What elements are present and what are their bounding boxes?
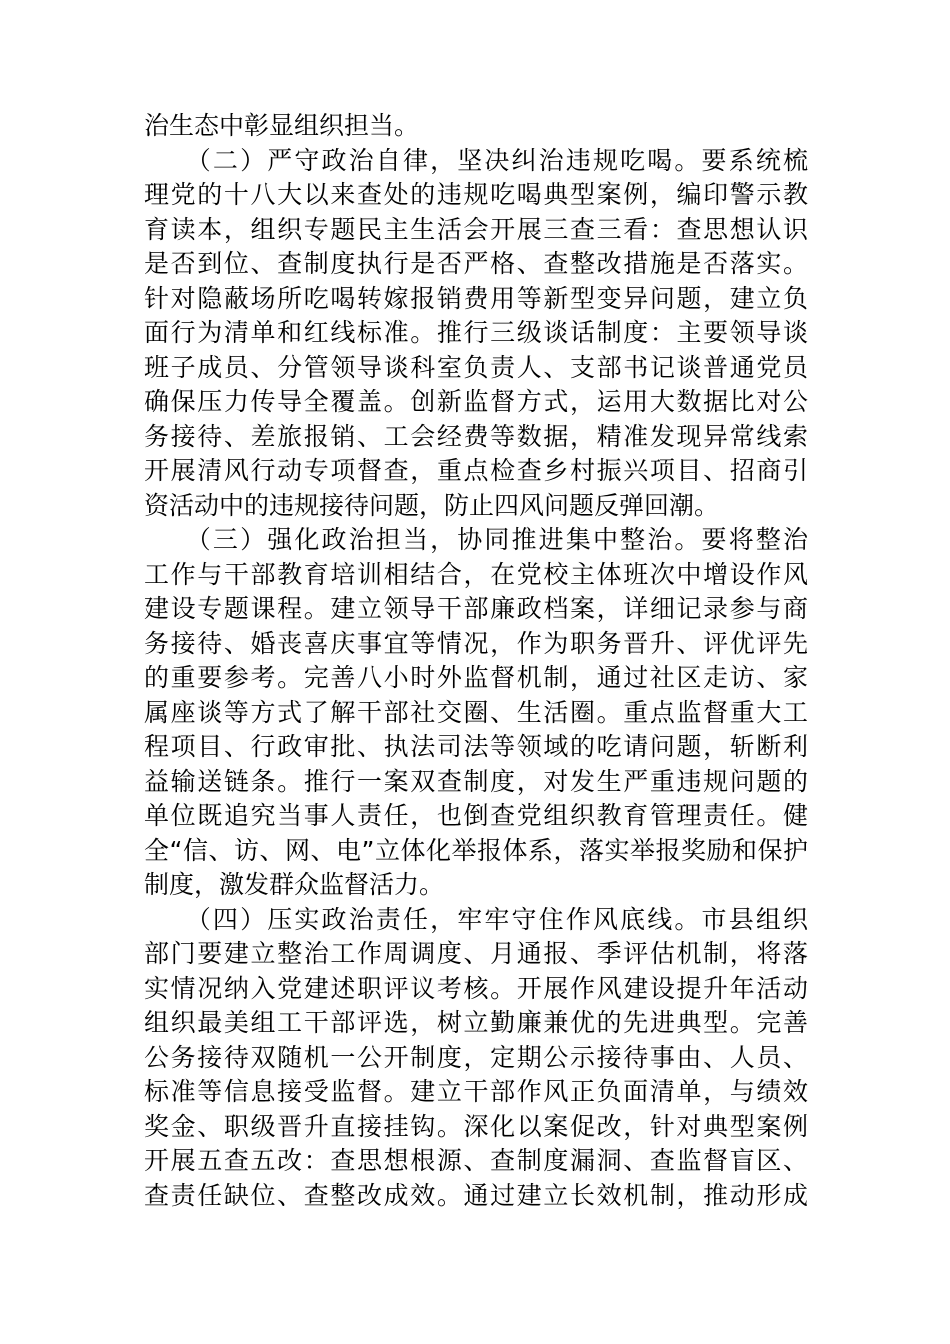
text-line: 建设专题课程。建立领导干部廉政档案，详细记录参与商 (144, 594, 808, 623)
text-line: 制度，激发群众监督活力。 (144, 870, 445, 899)
text-line: 公务接待双随机一公开制度，定期公示接待事由、人员、 (144, 1042, 808, 1072)
text-line: 是否到位、查制度执行是否严格、查整改措施是否落实。 (144, 249, 808, 278)
text-line: 实情况纳入党建述职评议考核。开展作风建设提升年活动 (144, 973, 808, 1003)
text-line: 针对隐蔽场所吃喝转嫁报销费用等新型变异问题，建立负 (144, 283, 808, 313)
text-line: 务接待、差旅报销、工会经费等数据，精准发现异常线索 (144, 421, 808, 451)
text-line: 确保压力传导全覆盖。创新监督方式，运用大数据比对公 (144, 387, 808, 416)
text-line: 开展五查五改：查思想根源、查制度漏洞、查监督盲区、 (144, 1146, 808, 1175)
text-line: 组织最美组工干部评选，树立勤廉兼优的先进典型。完善 (144, 1008, 808, 1037)
text-line: 治生态中彰显组织担当。 (144, 111, 420, 140)
text-line: 部门要建立整治工作周调度、月通报、季评估机制，将落 (144, 939, 808, 968)
document-body (144, 109, 808, 1213)
text-line: 单位既追究当事人责任，也倒查党组织教育管理责任。健 (144, 801, 808, 830)
text-line: （四）压实政治责任，牢牢守住作风底线。市县组织 (144, 904, 808, 934)
text-line: （三）强化政治担当，协同推进集中整治。要将整治 (144, 525, 808, 554)
text-line: 务接待、婚丧喜庆事宜等情况，作为职务晋升、评优评先 (144, 628, 808, 658)
text-line: 程项目、行政审批、执法司法等领域的吃请问题，斩断利 (144, 732, 808, 761)
text-line: 属座谈等方式了解干部社交圈、生活圈。重点监督重大工 (144, 697, 808, 727)
text-line: 全“信、访、网、电”立体化举报体系，落实举报奖励和保护 (144, 835, 808, 865)
text-line: 工作与干部教育培训相结合，在党校主体班次中增设作风 (144, 559, 808, 589)
text-line: 的重要参考。完善八小时外监督机制，通过社区走访、家 (144, 663, 808, 692)
text-line: 班子成员、分管领导谈科室负责人、支部书记谈普通党员 (144, 352, 808, 382)
text-line: （二）严守政治自律，坚决纠治违规吃喝。要系统梳 (144, 145, 808, 175)
text-line: 奖金、职级晋升直接挂钩。深化以案促改，针对典型案例 (144, 1111, 808, 1141)
text-line: 标准等信息接受监督。建立干部作风正负面清单，与绩效 (144, 1077, 808, 1106)
text-line: 资活动中的违规接待问题，防止四风问题反弹回潮。 (144, 490, 720, 520)
text-line: 开展清风行动专项督查，重点检查乡村振兴项目、招商引 (144, 456, 808, 485)
text-line: 益输送链条。推行一案双查制度，对发生严重违规问题的 (144, 766, 808, 796)
text-line: 面行为清单和红线标准。推行三级谈话制度：主要领导谈 (144, 318, 808, 347)
text-line: 育读本，组织专题民主生活会开展三查三看：查思想认识 (144, 214, 808, 244)
text-line: 查责任缺位、查整改成效。通过建立长效机制，推动形成 (144, 1180, 808, 1210)
text-line: 理党的十八大以来查处的违规吃喝典型案例，编印警示教 (144, 180, 808, 209)
